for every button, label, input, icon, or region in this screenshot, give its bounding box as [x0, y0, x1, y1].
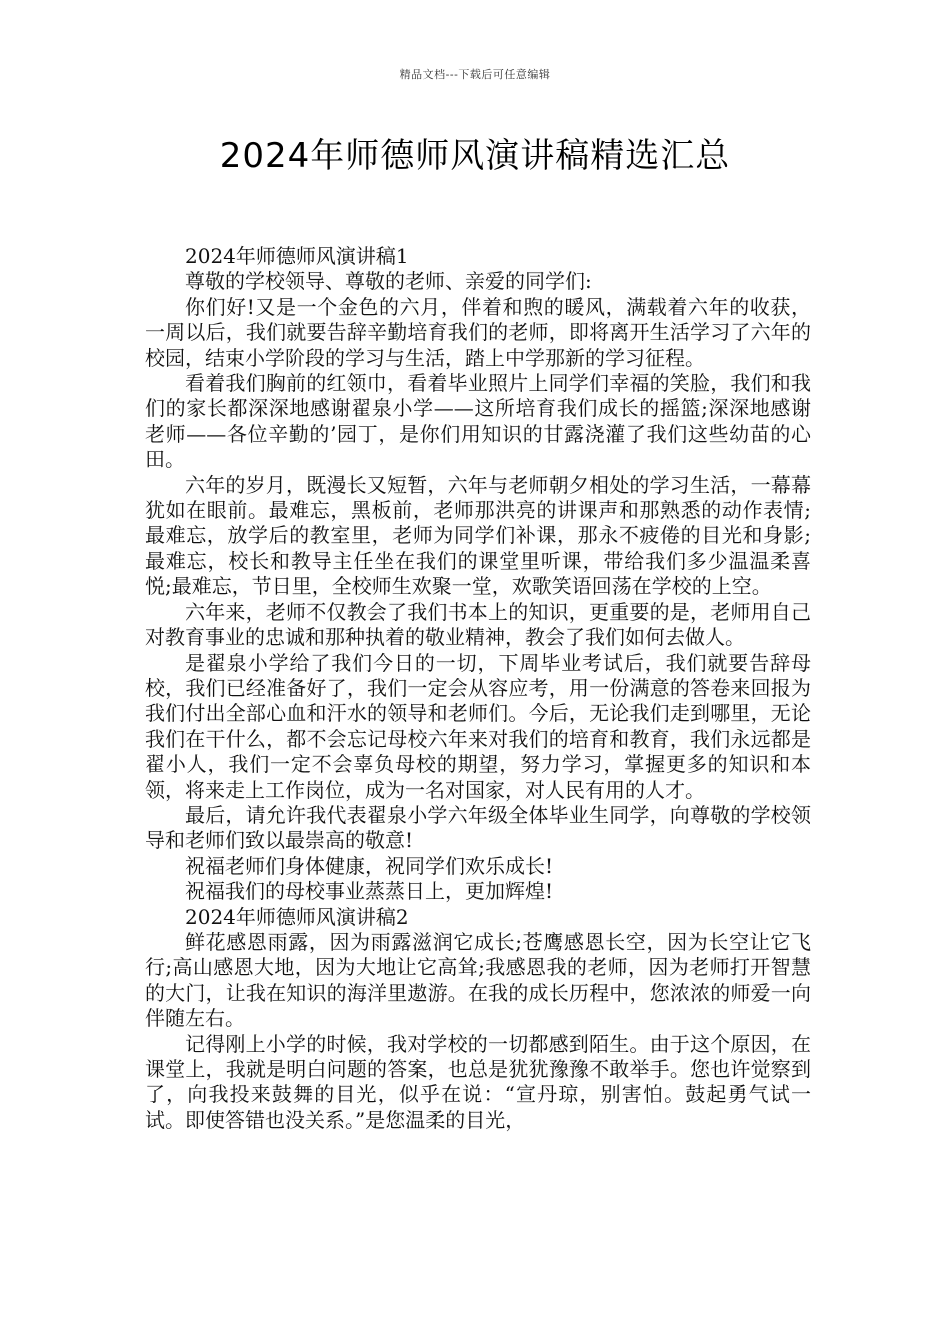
body-paragraph: 六年的岁月，既漫长又短暂，六年与老师朝夕相处的学习生活，一幕幕犹如在眼前。最难忘，黑板前，老师那洪亮的讲课声和那熟悉的动作表情;最难忘，放学后的教室里，老师为同学们补课，那永不疲倦的目光和身影;最难忘，校长和教导主任坐在我们的课堂里听课，带给我们多少温温柔喜悦;最难忘，节日里，全校师生欢聚一堂，欢歌笑语回荡在学校的上空。 [145, 472, 811, 599]
body-paragraph: 六年来，老师不仅教会了我们书本上的知识，更重要的是，老师用自己对教育事业的忠诚和那种执着的敬业精神，教会了我们如何去做人。 [145, 599, 811, 650]
salutation: 尊敬的学校领导、尊敬的老师、亲爱的同学们: [185, 269, 592, 294]
body-paragraph: 你们好!又是一个金色的六月，伴着和煦的暖风，满载着六年的收获，一周以后，我们就要告辞辛勤培育我们的老师，即将离开生活学习了六年的校园，结束小学阶段的学习与生活，踏上中学那新的学习征程。 [145, 294, 811, 370]
body-paragraph: 是翟泉小学给了我们今日的一切，下周毕业考试后，我们就要告辞母校，我们已经准备好了，我们一定会从容应考，用一份满意的答卷来回报为我们付出全部心血和汗水的领导和老师们。今后，无论我们走到哪里，无论我们在干什么，都不会忘记母校六年来对我们的培育和教育，我们永远都是翟小人，我们一定不会辜负母校的期望，努力学习，掌握更多的知识和本领，将来走上工作岗位，成为一名对国家，对人民有用的人才。 [145, 650, 811, 802]
section-heading-2: 2024年师德师风演讲稿2 [185, 904, 409, 929]
body-paragraph: 最后，请允许我代表翟泉小学六年级全体毕业生同学，向尊敬的学校领导和老师们致以最崇高的敬意! [145, 802, 811, 853]
body-paragraph: 记得刚上小学的时候，我对学校的一切都感到陌生。由于这个原因，在课堂上，我就是明白问题的答案，也总是犹犹豫豫不敢举手。您也许觉察到了，向我投来鼓舞的目光，似乎在说：“宣丹琼，别害怕。鼓起勇气试一试。即使答错也没关系。”是您温柔的目光， [145, 1031, 811, 1132]
blessing-line: 祝福我们的母校事业蒸蒸日上，更加辉煌! [185, 879, 554, 904]
section-heading-1: 2024年师德师风演讲稿1 [185, 244, 409, 268]
document-title: 2024年师德师风演讲稿精选汇总 [219, 136, 731, 176]
document-body [145, 244, 811, 1133]
body-paragraph: 看着我们胸前的红领巾，看着毕业照片上同学们幸福的笑脸，我们和我们的家长都深深地感谢翟泉小学——这所培育我们成长的摇篮;深深地感谢老师——各位辛勤的’园丁，是你们用知识的甘露浇灌了我们这些幼苗的心田。 [145, 371, 811, 472]
blessing-line: 祝福老师们身体健康，祝同学们欢乐成长! [185, 853, 554, 878]
body-paragraph: 鲜花感恩雨露，因为雨露滋润它成长;苍鹰感恩长空，因为长空让它飞行;高山感恩大地，因为大地让它高耸;我感恩我的老师，因为老师打开智慧的大门，让我在知识的海洋里遨游。在我的成长历程中，您浓浓的师爱一向伴随左右。 [145, 929, 811, 1031]
header-note: 精品文档---下载后可任意编辑 [399, 68, 551, 81]
